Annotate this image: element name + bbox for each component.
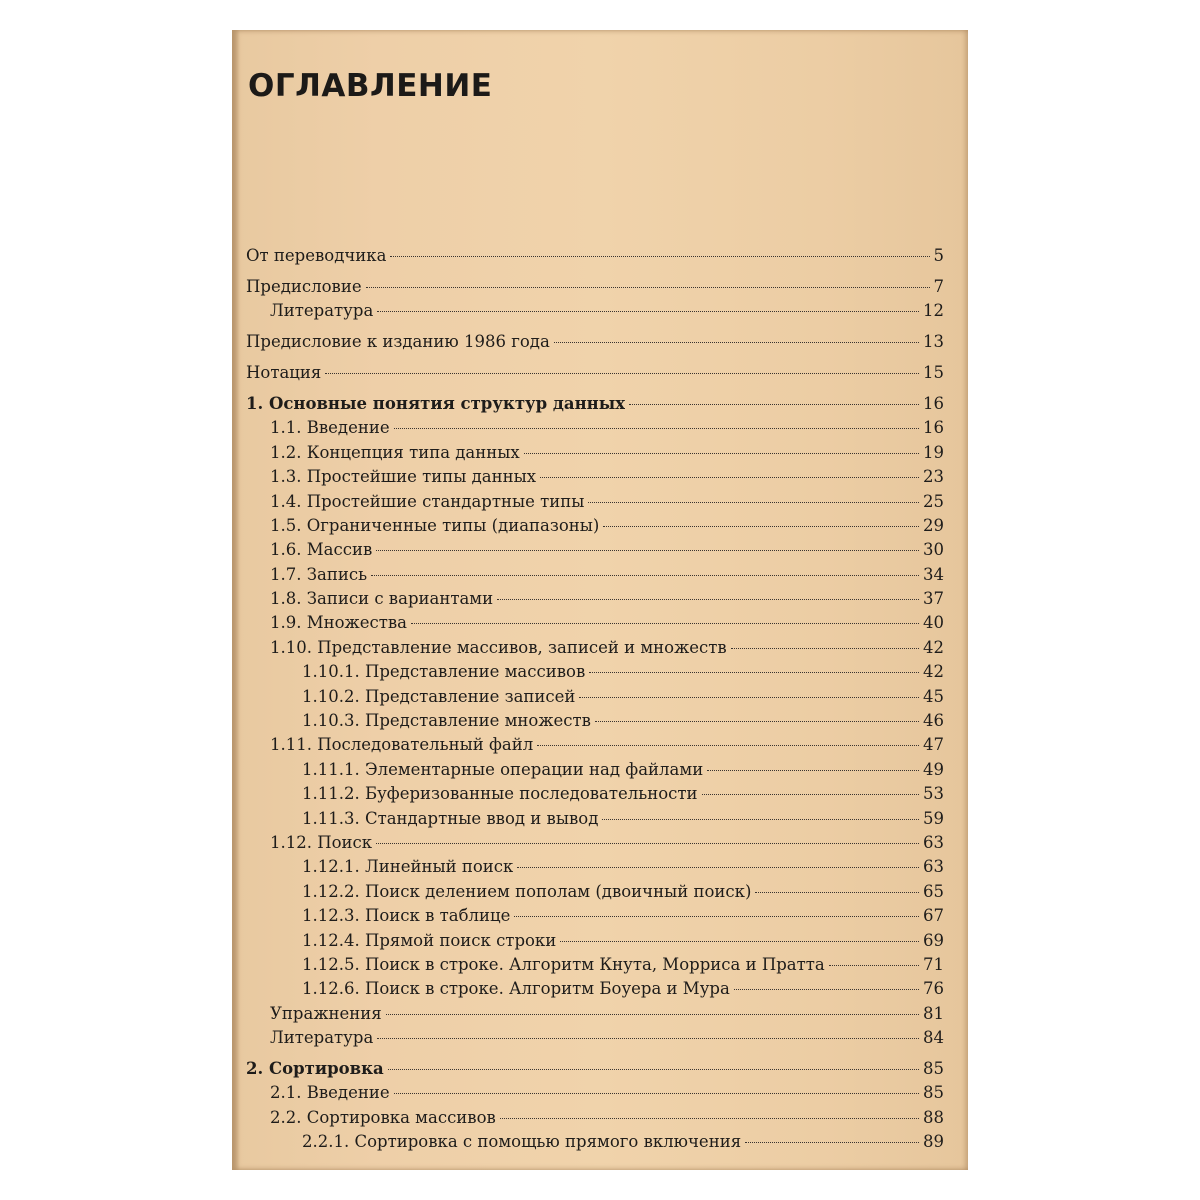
toc-entry: [246, 855, 944, 879]
toc-entry-title: 1.2. Концепция типа данных: [270, 442, 520, 462]
toc-entry-title: 2.2.1. Сортировка с помощью прямого включения: [302, 1132, 742, 1152]
toc-entry-title: 1.1. Введение: [270, 418, 390, 438]
toc-entry: [246, 538, 944, 562]
toc-leader-dots: [500, 1118, 919, 1119]
toc-entry-page-number: 47: [923, 735, 944, 755]
toc-leader-dots: [579, 697, 919, 698]
toc-entry: [246, 733, 944, 757]
toc-entry-title: 1.12. Поиск: [270, 832, 373, 852]
toc-leader-dots: [707, 770, 919, 771]
toc-entry: [246, 953, 944, 977]
toc-entry: [246, 563, 944, 587]
toc-leader-dots: [386, 1014, 919, 1015]
toc-entry: [246, 831, 944, 855]
toc-leader-dots: [588, 502, 919, 503]
toc-entry-page-number: 88: [923, 1107, 944, 1127]
toc-entry-page-number: 30: [923, 540, 944, 560]
toc-leader-dots: [388, 1069, 919, 1070]
toc-leader-dots: [603, 526, 919, 527]
toc-entry: [246, 929, 944, 953]
toc-entry-page-number: 16: [923, 418, 944, 438]
toc-entry-title: 1.3. Простейшие типы данных: [270, 467, 537, 487]
toc-chapter-entry: [246, 1057, 944, 1081]
toc-entry-page-number: 84: [923, 1028, 944, 1048]
toc-leader-dots: [371, 575, 919, 576]
toc-entry-title: 1.12.3. Поиск в таблице: [302, 906, 511, 926]
toc-entry-title: 1.11.1. Элементарные операции над файлами: [302, 759, 704, 779]
toc-entry: [246, 1026, 944, 1050]
toc-entry-page-number: 7: [933, 276, 944, 296]
toc-entry-page-number: 49: [923, 759, 944, 779]
toc-entry-page-number: 59: [923, 808, 944, 828]
toc-entry-title: От переводчика: [246, 246, 387, 265]
toc-entry: [246, 807, 944, 831]
toc-entry: [246, 1002, 944, 1026]
toc-entry-page-number: 71: [923, 954, 944, 974]
toc-entry: [246, 782, 944, 806]
toc-entry: [246, 441, 944, 465]
toc-entry: [246, 587, 944, 611]
toc-leader-dots: [702, 794, 919, 795]
toc-entry-title: 2.1. Введение: [270, 1083, 390, 1103]
toc-entry: [246, 1106, 944, 1130]
toc-leader-dots: [411, 623, 919, 624]
toc-leader-dots: [554, 342, 919, 343]
toc-entry-page-number: 89: [923, 1132, 944, 1152]
toc-entry-title: 1.5. Ограниченные типы (диапазоны): [270, 515, 600, 535]
toc-entry-page-number: 34: [923, 564, 944, 584]
toc-entry-title: 1.11. Последовательный файл: [270, 735, 534, 755]
toc-leader-dots: [524, 453, 919, 454]
toc-leader-dots: [560, 941, 919, 942]
toc-leader-dots: [376, 843, 919, 844]
toc-leader-dots: [325, 373, 919, 374]
toc-entry-page-number: 63: [923, 832, 944, 852]
toc-entry-title: 1.10.1. Представление массивов: [302, 662, 586, 682]
toc-leader-dots: [394, 428, 919, 429]
toc-entry-page-number: 29: [923, 515, 944, 535]
toc-entry-title: Литература: [270, 301, 374, 321]
toc-entry-title: 1.12.1. Линейный поиск: [302, 857, 514, 877]
toc-entry: [246, 660, 944, 684]
toc-leader-dots: [540, 477, 919, 478]
toc-entry: [246, 758, 944, 782]
toc-entry: [246, 361, 944, 385]
toc-leader-dots: [394, 1093, 919, 1094]
toc-entry-page-number: 85: [923, 1083, 944, 1103]
toc-entry-title: 1.12.2. Поиск делением пополам (двоичный поиск): [302, 881, 752, 901]
toc-entry: [246, 904, 944, 928]
toc-leader-dots: [734, 989, 919, 990]
toc-entry: [246, 709, 944, 733]
toc-entry: [246, 299, 944, 323]
toc-entry-page-number: 63: [923, 857, 944, 877]
table-of-contents: [246, 244, 944, 1155]
toc-entry-page-number: 16: [923, 393, 944, 413]
toc-entry-page-number: 15: [923, 363, 944, 383]
toc-entry-title: 1.12.4. Прямой поиск строки: [302, 930, 557, 950]
toc-entry: [246, 465, 944, 489]
toc-entry-page-number: 37: [923, 589, 944, 609]
toc-leader-dots: [731, 648, 919, 649]
toc-entry-title: Предисловие к изданию 1986 года: [246, 332, 550, 352]
toc-entry: [246, 611, 944, 635]
toc-entry-title: 1.6. Массив: [270, 540, 373, 560]
toc-entry: [246, 514, 944, 538]
toc-entry-title: Нотация: [246, 363, 322, 383]
toc-leader-dots: [829, 965, 919, 966]
toc-entry-title: 1.11.3. Стандартные ввод и вывод: [302, 808, 599, 828]
toc-entry-title: 1.8. Записи с вариантами: [270, 589, 494, 609]
toc-entry-title: 1.11.2. Буферизованные последовательности: [302, 784, 698, 804]
toc-entry-page-number: 46: [923, 711, 944, 731]
toc-entry-title: Упражнения: [270, 1003, 382, 1023]
toc-leader-dots: [517, 867, 919, 868]
toc-entry-title: 1.10.3. Представление множеств: [302, 711, 591, 731]
toc-entry-page-number: 42: [923, 637, 944, 657]
toc-entry-title: 1.12.6. Поиск в строке. Алгоритм Боуера и Мура: [302, 979, 730, 999]
toc-entry-title: 1.12.5. Поиск в строке. Алгоритм Кнута, Морриса и Пратта: [302, 954, 825, 974]
toc-entry: [246, 244, 944, 268]
toc-entry: [246, 636, 944, 660]
toc-entry-page-number: 67: [923, 906, 944, 926]
page-spine-shadow: [232, 30, 240, 1170]
toc-leader-dots: [377, 311, 919, 312]
toc-entry: [246, 1081, 944, 1105]
toc-entry-page-number: 13: [923, 332, 944, 352]
page-title: ОГЛАВЛЕНИЕ: [248, 68, 493, 104]
toc-leader-dots: [390, 256, 929, 257]
toc-entry-title: 2.2. Сортировка массивов: [270, 1107, 496, 1127]
toc-leader-dots: [589, 672, 919, 673]
toc-entry-title: 1.10.2. Представление записей: [302, 686, 576, 706]
toc-leader-dots: [377, 1038, 919, 1039]
toc-entry-page-number: 12: [923, 301, 944, 321]
toc-entry-title: Предисловие: [246, 276, 362, 296]
toc-entry-page-number: 45: [923, 686, 944, 706]
toc-entry-page-number: 69: [923, 930, 944, 950]
toc-entry-title: 1.4. Простейшие стандартные типы: [270, 491, 585, 511]
toc-entry-page-number: 5: [933, 246, 944, 265]
toc-entry: [246, 880, 944, 904]
toc-entry: [246, 685, 944, 709]
toc-entry: [246, 330, 944, 354]
toc-entry: [246, 977, 944, 1001]
toc-entry: [246, 416, 944, 440]
toc-entry-page-number: 25: [923, 491, 944, 511]
toc-entry-page-number: 19: [923, 442, 944, 462]
toc-leader-dots: [602, 819, 919, 820]
toc-leader-dots: [595, 721, 919, 722]
toc-entry-title: 1. Основные понятия структур данных: [246, 393, 626, 413]
toc-entry-page-number: 42: [923, 662, 944, 682]
toc-entry: [246, 1130, 944, 1154]
toc-leader-dots: [497, 599, 919, 600]
toc-leader-dots: [514, 916, 919, 917]
toc-entry-page-number: 40: [923, 613, 944, 633]
toc-entry-title: 1.9. Множества: [270, 613, 407, 633]
toc-entry-page-number: 53: [923, 784, 944, 804]
toc-leader-dots: [629, 404, 919, 405]
toc-entry-page-number: 65: [923, 881, 944, 901]
toc-entry-page-number: 76: [923, 979, 944, 999]
toc-entry-page-number: 81: [923, 1003, 944, 1023]
toc-leader-dots: [537, 745, 919, 746]
toc-entry: [246, 275, 944, 299]
toc-chapter-entry: [246, 392, 944, 416]
toc-leader-dots: [366, 287, 930, 288]
book-page: [232, 30, 968, 1170]
toc-leader-dots: [376, 550, 919, 551]
toc-entry-page-number: 23: [923, 467, 944, 487]
toc-entry-page-number: 85: [923, 1059, 944, 1078]
toc-entry-title: Литература: [270, 1028, 374, 1048]
toc-entry-title: 1.7. Запись: [270, 564, 368, 584]
toc-leader-dots: [745, 1142, 919, 1143]
toc-leader-dots: [755, 892, 919, 893]
toc-entry: [246, 490, 944, 514]
toc-entry-title: 2. Сортировка: [246, 1059, 384, 1078]
toc-entry-title: 1.10. Представление массивов, записей и множеств: [270, 637, 727, 657]
